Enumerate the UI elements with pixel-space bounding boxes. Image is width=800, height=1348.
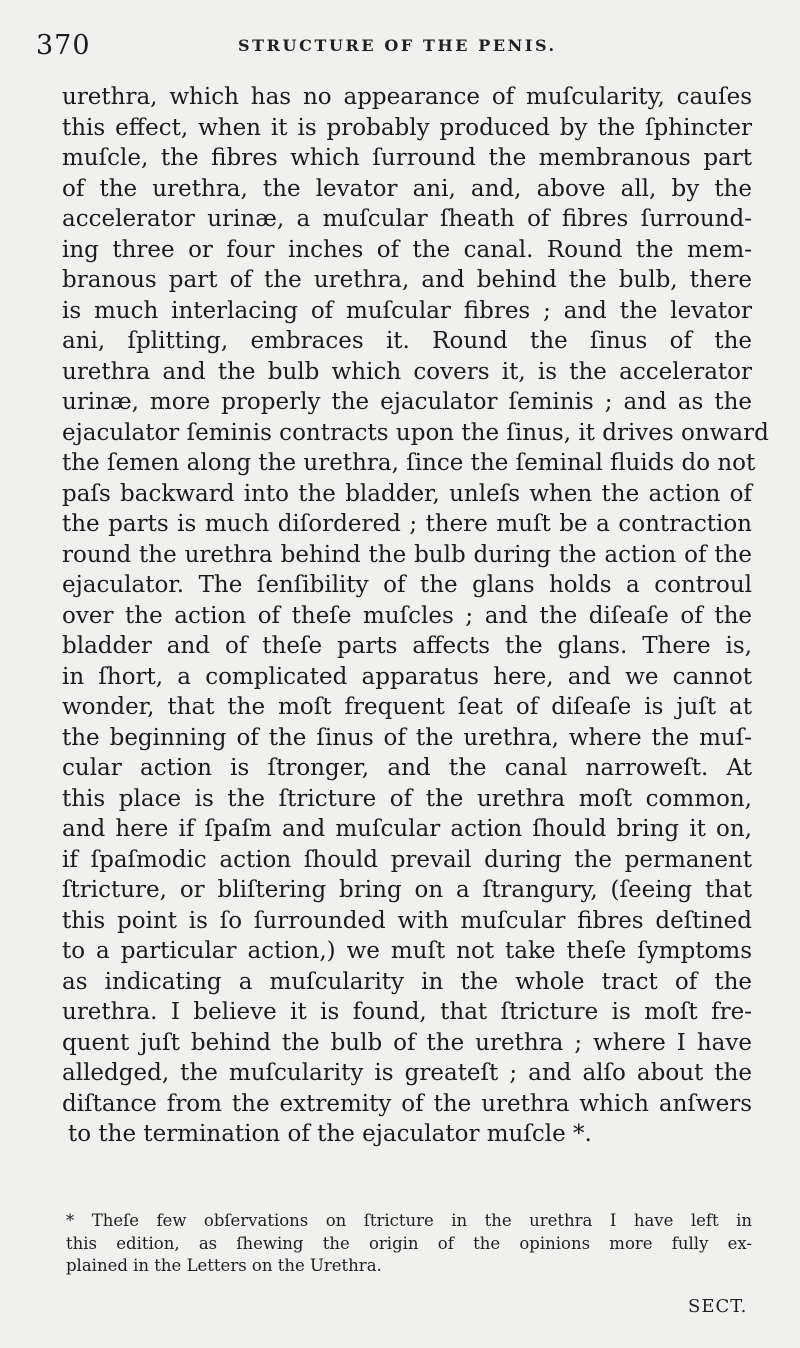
text-line: diſtance from the extremity of the urethra which anſwers bbox=[62, 1090, 752, 1117]
text-line: to a particular action,) we muſt not take theſe ſymptoms bbox=[62, 938, 752, 964]
text-line: ejaculator ſeminis contracts upon the ſinus, it drives onward bbox=[62, 419, 769, 446]
text-line: accelerator urinæ, a muſcular ſheath of fibres ſurround- bbox=[62, 206, 752, 232]
text-line: in ſhort, a complicated apparatus here, and we cannot bbox=[62, 663, 752, 690]
text-line: the beginning of the ſinus of the urethra, where the muſ- bbox=[62, 724, 752, 751]
text-line: urethra, which has no appearance of muſcularity, cauſes bbox=[62, 84, 752, 110]
text-line: as indicating a muſcularity in the whole tract of the bbox=[62, 968, 752, 995]
page-number: 370 bbox=[36, 30, 91, 61]
catchword: SECT. bbox=[688, 1296, 748, 1317]
text-line: this place is the ſtricture of the urethra moſt common, bbox=[62, 785, 752, 812]
text-line: cular action is ſtronger, and the canal narroweſt. At bbox=[62, 755, 752, 781]
running-head: STRUCTURE OF THE PENIS. bbox=[238, 36, 557, 55]
text-line: this effect, when it is probably produced by the ſphincter bbox=[62, 114, 752, 141]
text-line: over the action of theſe muſcles ; and the diſeaſe of the bbox=[62, 602, 752, 629]
footnote-line: * Theſe few obſervations on ſtricture in the urethra I have left in bbox=[66, 1211, 752, 1230]
text-line: to the termination of the ejaculator muſcle *. bbox=[68, 1121, 592, 1147]
body-text bbox=[62, 82, 769, 1150]
text-line: wonder, that the moſt frequent ſeat of diſeaſe is juſt at bbox=[62, 694, 752, 720]
text-line: of the urethra, the levator ani, and, above all, by the bbox=[62, 175, 752, 202]
text-line: branous part of the urethra, and behind the bulb, there bbox=[62, 267, 752, 293]
text-line: and here if ſpaſm and muſcular action ſhould bring it on, bbox=[62, 816, 752, 842]
text-line: ing three or four inches of the canal. Round the mem- bbox=[62, 236, 752, 263]
text-line: is much interlacing of muſcular fibres ; and the levator bbox=[62, 297, 752, 324]
text-line: urinæ, more properly the ejaculator ſeminis ; and as the bbox=[62, 389, 752, 415]
text-line: urethra and the bulb which covers it, is the accelerator bbox=[62, 358, 752, 385]
text-line: ani, ſplitting, embraces it. Round the ſinus of the bbox=[62, 328, 752, 354]
page-header bbox=[0, 30, 800, 66]
text-line: muſcle, the fibres which ſurround the membranous part bbox=[62, 145, 752, 171]
text-line: round the urethra behind the bulb during the action of the bbox=[62, 541, 752, 568]
text-line: the ſemen along the urethra, ſince the ſeminal fluids do not bbox=[62, 450, 756, 476]
text-line: this point is ſo ſurrounded with muſcular fibres deſtined bbox=[62, 907, 752, 934]
footnote bbox=[66, 1210, 752, 1278]
footnote-line: this edition, as ſhewing the origin of the opinions more fully ex- bbox=[66, 1233, 752, 1253]
text-line: if ſpaſmodic action ſhould prevail during the permanent bbox=[62, 846, 752, 873]
text-line: ejaculator. The ſenſibility of the glans holds a controul bbox=[62, 572, 752, 598]
text-line: bladder and of theſe parts affects the glans. There is, bbox=[62, 633, 752, 659]
text-line: the parts is much diſordered ; there muſt be a contraction bbox=[62, 511, 752, 537]
text-line: ſtricture, or bliſtering bring on a ſtrangury, (ſeeing that bbox=[62, 877, 752, 903]
text-line: urethra. I believe it is found, that ſtricture is moſt fre- bbox=[62, 999, 752, 1025]
text-line: paſs backward into the bladder, unleſs when the action of bbox=[62, 480, 752, 507]
text-line: quent juſt behind the bulb of the urethra ; where I have bbox=[62, 1029, 752, 1056]
text-line: alledged, the muſcularity is greateſt ; and alſo about the bbox=[62, 1060, 752, 1086]
footnote-line: plained in the Letters on the Urethra. bbox=[66, 1256, 382, 1275]
